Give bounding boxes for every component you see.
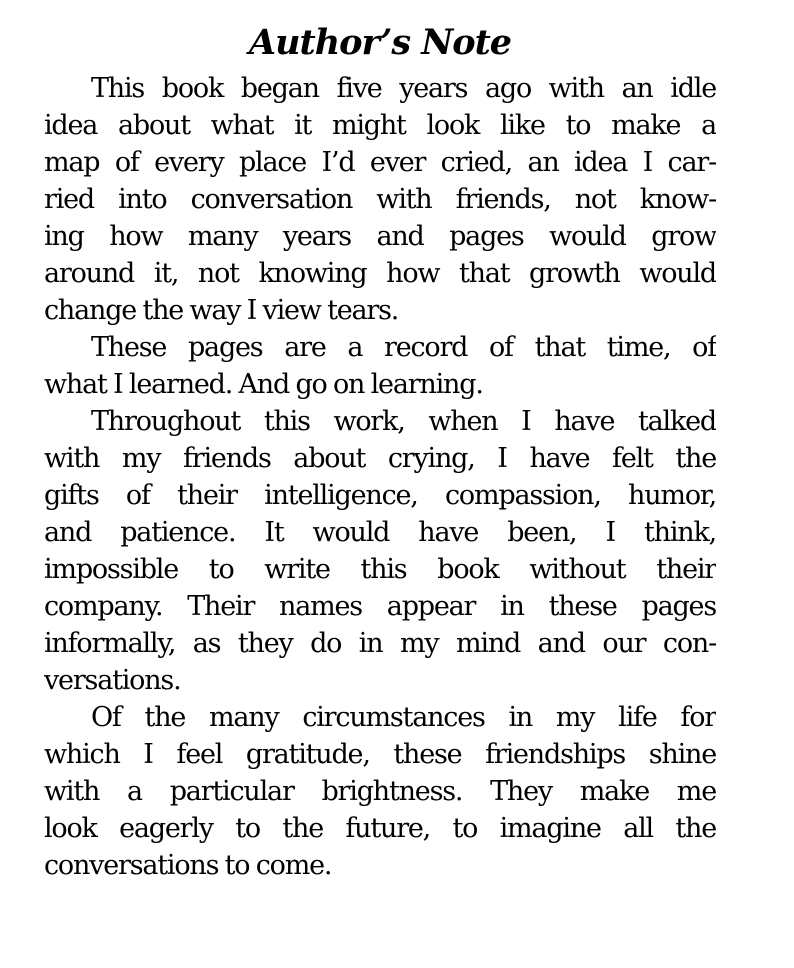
text-line: idea about what it might look like to make a xyxy=(44,110,716,141)
text-line: These pages are a record of that time, of xyxy=(91,332,716,363)
text-line: which I feel gratitude, these friendships shine xyxy=(44,739,716,770)
text-line: around it, not knowing how that growth would xyxy=(44,258,716,289)
text-line: impossible to write this book without their xyxy=(44,554,716,585)
text-line: look eagerly to the future, to imagine all the xyxy=(44,813,716,844)
text-line: informally, as they do in my mind and our con- xyxy=(44,628,716,659)
text-line: change the way I view tears. xyxy=(44,295,399,326)
text-line: conversations to come. xyxy=(44,850,332,881)
text-line: ried into conversation with friends, not know- xyxy=(44,184,716,215)
paragraph-1 xyxy=(44,70,716,329)
page xyxy=(44,20,716,884)
text-line: This book began five years ago with an idle xyxy=(91,73,716,104)
text-line: Of the many circumstances in my life for xyxy=(91,702,716,733)
text-line: with my friends about crying, I have felt the xyxy=(44,443,716,474)
page-title: Author’s Note xyxy=(248,22,512,63)
text-line: with a particular brightness. They make me xyxy=(44,776,716,807)
text-line: map of every place I’d ever cried, an idea I car- xyxy=(44,147,716,178)
text-line: company. Their names appear in these pages xyxy=(44,591,716,622)
paragraph-3 xyxy=(44,403,716,699)
text-line: and patience. It would have been, I think, xyxy=(44,517,716,548)
text-line: what I learned. And go on learning. xyxy=(44,369,483,400)
text-line: gifts of their intelligence, compassion, humor, xyxy=(44,480,716,511)
paragraph-2 xyxy=(44,329,716,403)
text-line: versations. xyxy=(44,665,181,696)
paragraph-4 xyxy=(44,699,716,884)
text-line: ing how many years and pages would grow xyxy=(44,221,716,252)
text-line: Throughout this work, when I have talked xyxy=(91,406,716,437)
